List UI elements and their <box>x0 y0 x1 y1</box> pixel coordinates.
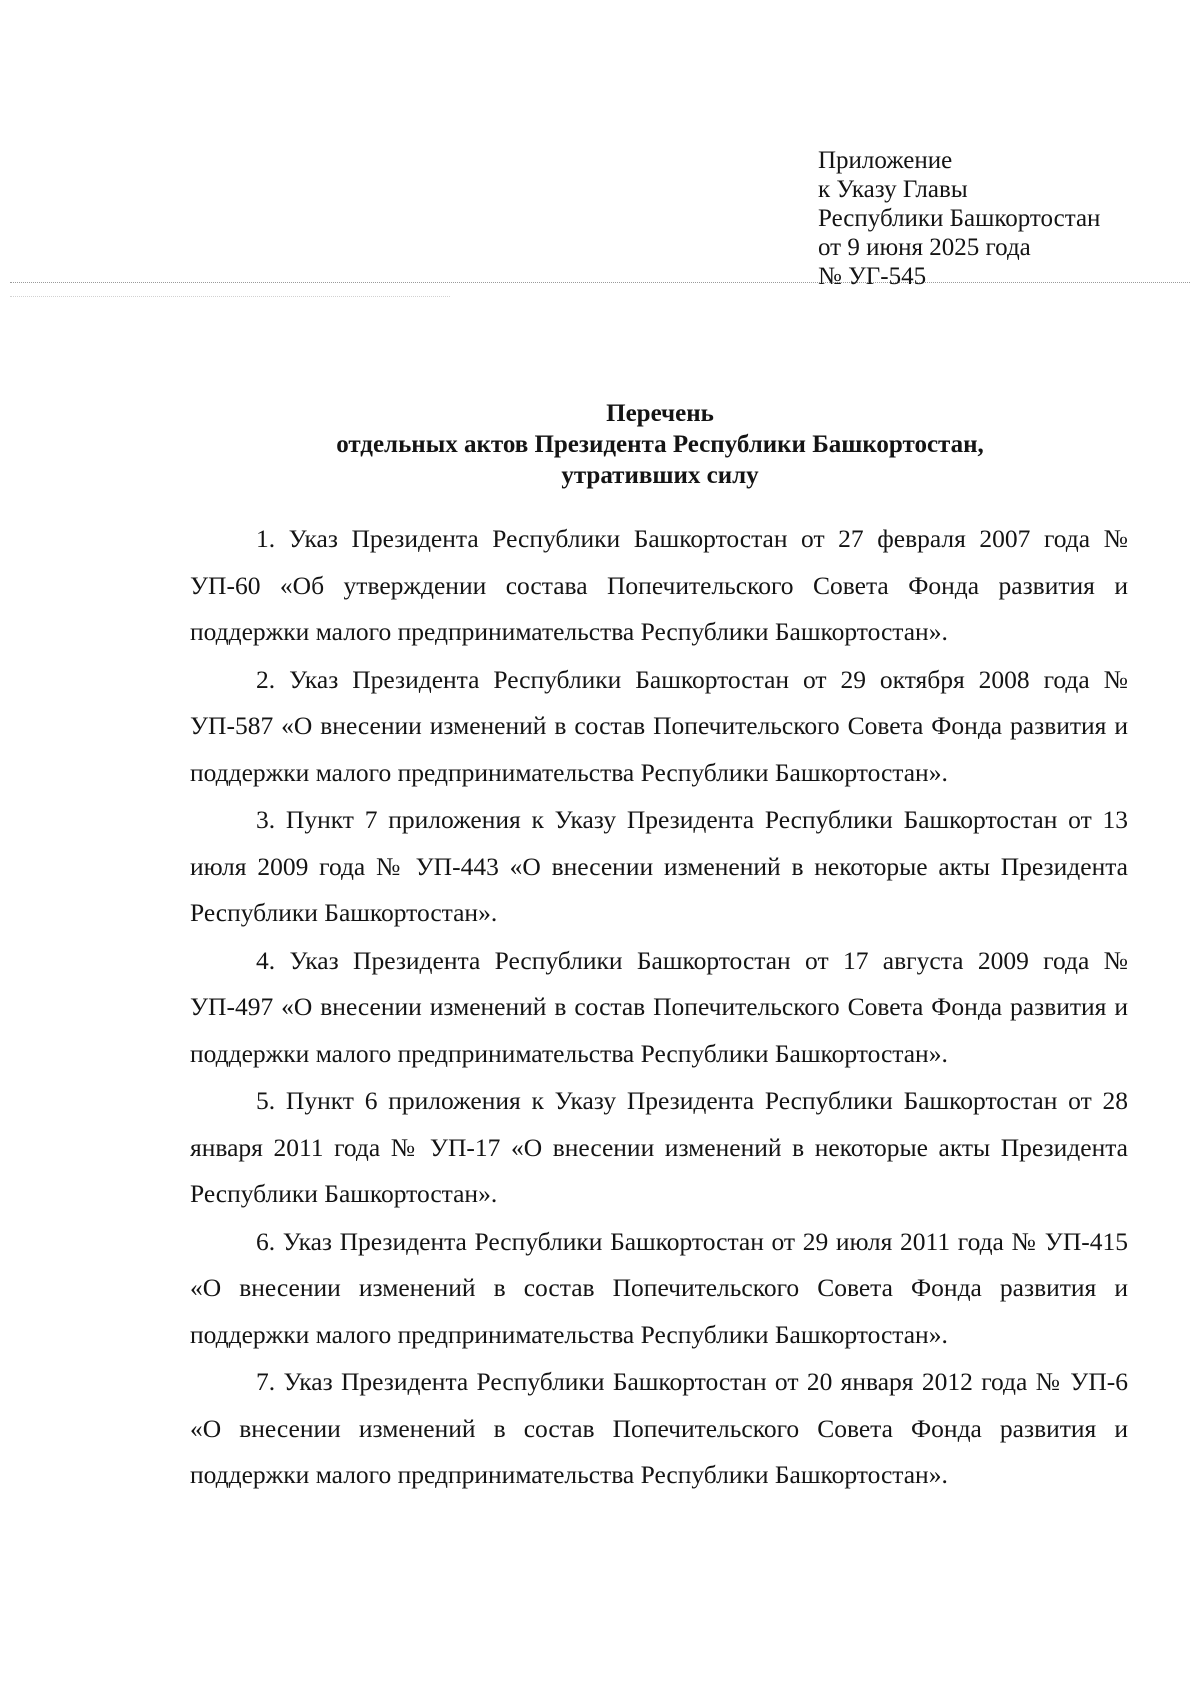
appendix-reference <box>818 146 1100 291</box>
title-line: отдельных актов Президента Республики Башкортостан, <box>336 431 984 458</box>
list-item: 2. Указ Президента Республики Башкортостан от 29 октября 2008 года № УП-587 «О внесении изменений в состав Попечительского Совета Фонда развития и поддержки малого предпринимательства Республики Башкортостан». <box>190 664 1128 787</box>
appendix-line: Республики Башкортостан <box>818 205 1101 232</box>
title-line: Перечень <box>606 400 714 427</box>
list-item: 7. Указ Президента Республики Башкортостан от 20 января 2012 года № УП-6 «О внесении изменений в состав Попечительского Совета Фонда развития и поддержки малого предпринимательства Республики Башкортостан». <box>190 1367 1128 1489</box>
list-item: 4. Указ Президента Республики Башкортостан от 17 августа 2009 года № УП-497 «О внесении изменений в состав Попечительского Совета Фонда развития и поддержки малого предпринимательства Республики Башкортостан». <box>190 945 1128 1068</box>
acts-list <box>190 516 1128 1500</box>
list-item: 6. Указ Президента Республики Башкортостан от 29 июля 2011 года № УП-415 «О внесении изменений в состав Попечительского Совета Фонда развития и поддержки малого предпринимательства Республики Башкортостан». <box>190 1226 1128 1349</box>
list-item: 5. Пункт 6 приложения к Указу Президента Республики Башкортостан от 28 января 2011 года № УП-17 «О внесении изменений в некоторые акты Президента Республики Башкортостан». <box>190 1086 1128 1208</box>
document-title <box>190 398 1130 491</box>
appendix-number: № УГ-545 <box>818 263 927 290</box>
appendix-line: Приложение <box>818 147 953 174</box>
title-line: утративших силу <box>561 462 759 489</box>
list-item: 1. Указ Президента Республики Башкортостан от 27 февраля 2007 года № УП-60 «Об утверждении состава Попечительского Совета Фонда развития и поддержки малого предпринимательства Республики Башкортостан». <box>190 524 1128 646</box>
appendix-date: от 9 июня 2025 года <box>818 234 1031 261</box>
list-item: 3. Пункт 7 приложения к Указу Президента Республики Башкортостан от 13 июля 2009 года № УП-443 «О внесении изменений в некоторые акты Президента Республики Башкортостан». <box>190 805 1128 927</box>
appendix-line: к Указу Главы <box>818 176 968 203</box>
scan-artifact-line <box>10 296 450 297</box>
